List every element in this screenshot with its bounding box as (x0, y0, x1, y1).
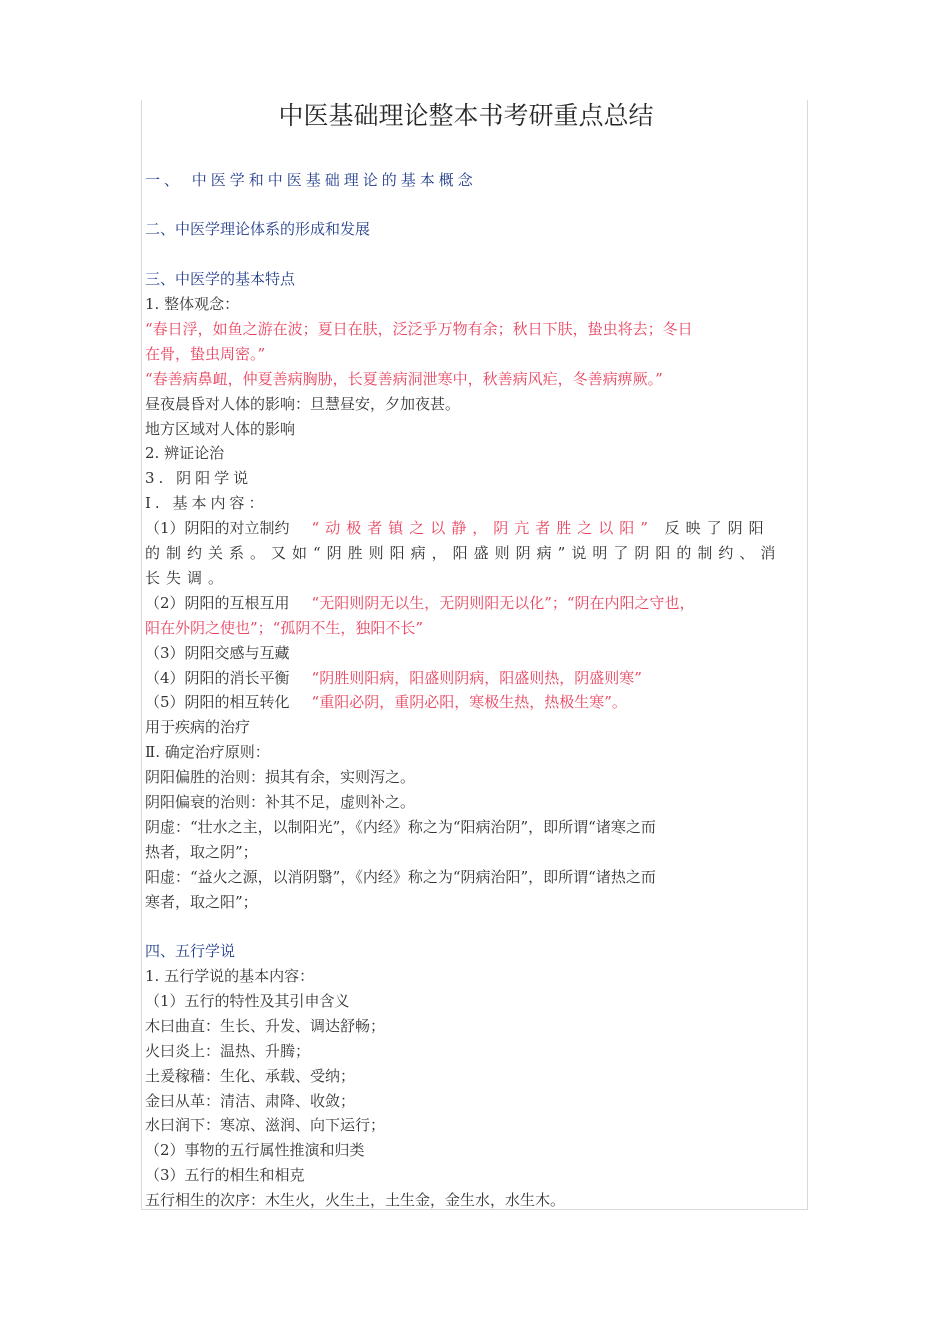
text-segment: 在骨，蛰虫周密。” (145, 345, 266, 363)
text-segment: （2）事物的五行属性推演和归类 (145, 1141, 365, 1159)
text-line (145, 170, 477, 190)
text-segment: 水曰润下：寒凉、滋润、向下运行； (145, 1116, 386, 1134)
text-line (145, 966, 314, 986)
text-segment: 木曰曲直：生长、升发、调达舒畅； (145, 1017, 386, 1035)
text-segment: 阳虚：“益火之源，以消阴翳”，《内经》称之为“阴病治阳”，即所谓“诸热之而 (145, 868, 656, 886)
text-line (145, 692, 627, 712)
text-line (145, 319, 693, 339)
text-segment: （3）阴阳交感与互藏 (145, 644, 290, 662)
text-segment: （2）阴阳的互根互用 (145, 594, 290, 612)
text-segment: 的制约关系。又如“阴胜则阳病，阳盛则阴病”说明了阴阳的制约、消 (145, 544, 782, 562)
text-segment: “阴胜则阳病，阳盛则阴病，阳盛则热，阴盛则寒” (311, 669, 642, 687)
text-segment: 五行相生的次序：木生火，火生土，土生金，金生水，水生木。 (145, 1191, 566, 1209)
text-segment: 阴阳偏衰的治则：补其不足，虚则补之。 (145, 793, 416, 811)
text-segment: 阳在外阴之使也”；“孤阴不生，独阳不长” (145, 619, 424, 637)
text-segment: 一、 中医学和中医基础理论的基本概念 (145, 171, 477, 189)
text-segment: 三、中医学的基本特点 (145, 270, 296, 288)
text-segment: 1. 整体观念： (145, 295, 240, 313)
text-line (145, 1115, 385, 1135)
text-line (145, 419, 295, 439)
text-line (145, 1041, 310, 1061)
text-line (145, 767, 415, 787)
text-line (145, 219, 370, 239)
text-line (145, 991, 350, 1011)
text-segment: 1. 五行学说的基本内容： (145, 967, 315, 985)
text-line (145, 717, 250, 737)
text-line (145, 369, 663, 389)
text-line (145, 394, 460, 414)
text-line (145, 443, 224, 463)
text-segment: 用于疾病的治疗 (145, 718, 251, 736)
text-segment: 反映了阴阳 (653, 519, 770, 537)
text-segment: “重阳必阴，重阴必阳，寒极生热，热极生寒”。 (311, 693, 627, 711)
text-line (145, 817, 656, 837)
text-line (145, 568, 229, 588)
text-line (145, 269, 295, 289)
text-line (145, 941, 235, 961)
text-line (145, 1165, 305, 1185)
text-line (145, 643, 290, 663)
text-line (145, 294, 239, 314)
text-segment: 地方区域对人体的影响 (145, 420, 296, 438)
text-segment: 火曰炎上：温热、升腾； (145, 1042, 311, 1060)
text-segment: Ⅰ. 基本内容： (145, 494, 268, 512)
text-line (145, 1016, 385, 1036)
text-line (145, 518, 770, 538)
text-line (145, 1190, 565, 1210)
text-segment: （4）阴阳的消长平衡 (145, 669, 290, 687)
text-segment: 阴虚：“壮水之主，以制阳光”，《内经》称之为“阳病治阴”，即所谓“诸寒之而 (145, 818, 656, 836)
text-segment: （1）五行的特性及其引申含义 (145, 992, 350, 1010)
text-segment: 昼夜晨昏对人体的影响：旦慧昼安，夕加夜甚。 (145, 395, 461, 413)
text-line (145, 792, 415, 812)
text-line (145, 742, 270, 762)
text-segment: （3）五行的相生和相克 (145, 1166, 305, 1184)
text-line (145, 593, 695, 613)
text-segment: “春善病鼻衄，仲夏善病胸胁，长夏善病洞泄寒中，秋善病风疟，冬善病痹厥。” (145, 370, 663, 388)
text-segment: “春日浮，如鱼之游在波；夏日在肤，泛泛乎万物有余；秋日下肤，蛰虫将去；冬日 (145, 320, 693, 338)
text-segment: （1）阴阳的对立制约 (145, 519, 290, 537)
text-line (145, 344, 265, 364)
text-line (145, 867, 656, 887)
text-segment: 二、中医学理论体系的形成和发展 (145, 220, 371, 238)
text-segment: 四、五行学说 (145, 942, 236, 960)
text-segment: 长失调。 (145, 569, 230, 587)
text-segment: 阴阳偏胜的治则：损其有余，实则泻之。 (145, 768, 416, 786)
text-segment: “无阳则阴无以生，无阴则阳无以化”；“阴在内阳之守也， (311, 594, 695, 612)
text-segment: “动极者镇之以静，阴亢者胜之以阳” (311, 519, 654, 537)
text-segment: 土爰稼穑：生化、承载、受纳； (145, 1067, 356, 1085)
text-line (145, 618, 423, 638)
text-line (145, 1091, 355, 1111)
text-line (145, 493, 267, 513)
text-segment: 寒者，取之阳”； (145, 893, 258, 911)
text-line (145, 468, 252, 488)
text-segment: Ⅱ. 确定治疗原则： (145, 743, 270, 761)
text-line (145, 842, 258, 862)
text-line (145, 1066, 355, 1086)
text-line (145, 543, 781, 563)
text-line (145, 1140, 365, 1160)
text-line (145, 668, 642, 688)
text-segment: （5）阴阳的相互转化 (145, 693, 290, 711)
text-segment: 热者，取之阴”； (145, 843, 258, 861)
text-line (145, 892, 258, 912)
text-segment: 金曰从革：清洁、肃降、收敛； (145, 1092, 356, 1110)
text-segment: 2. 辨证论治 (145, 444, 225, 462)
document-title: 中医基础理论整本书考研重点总结 (278, 101, 654, 130)
text-segment: 3. 阴阳学说 (145, 469, 253, 487)
